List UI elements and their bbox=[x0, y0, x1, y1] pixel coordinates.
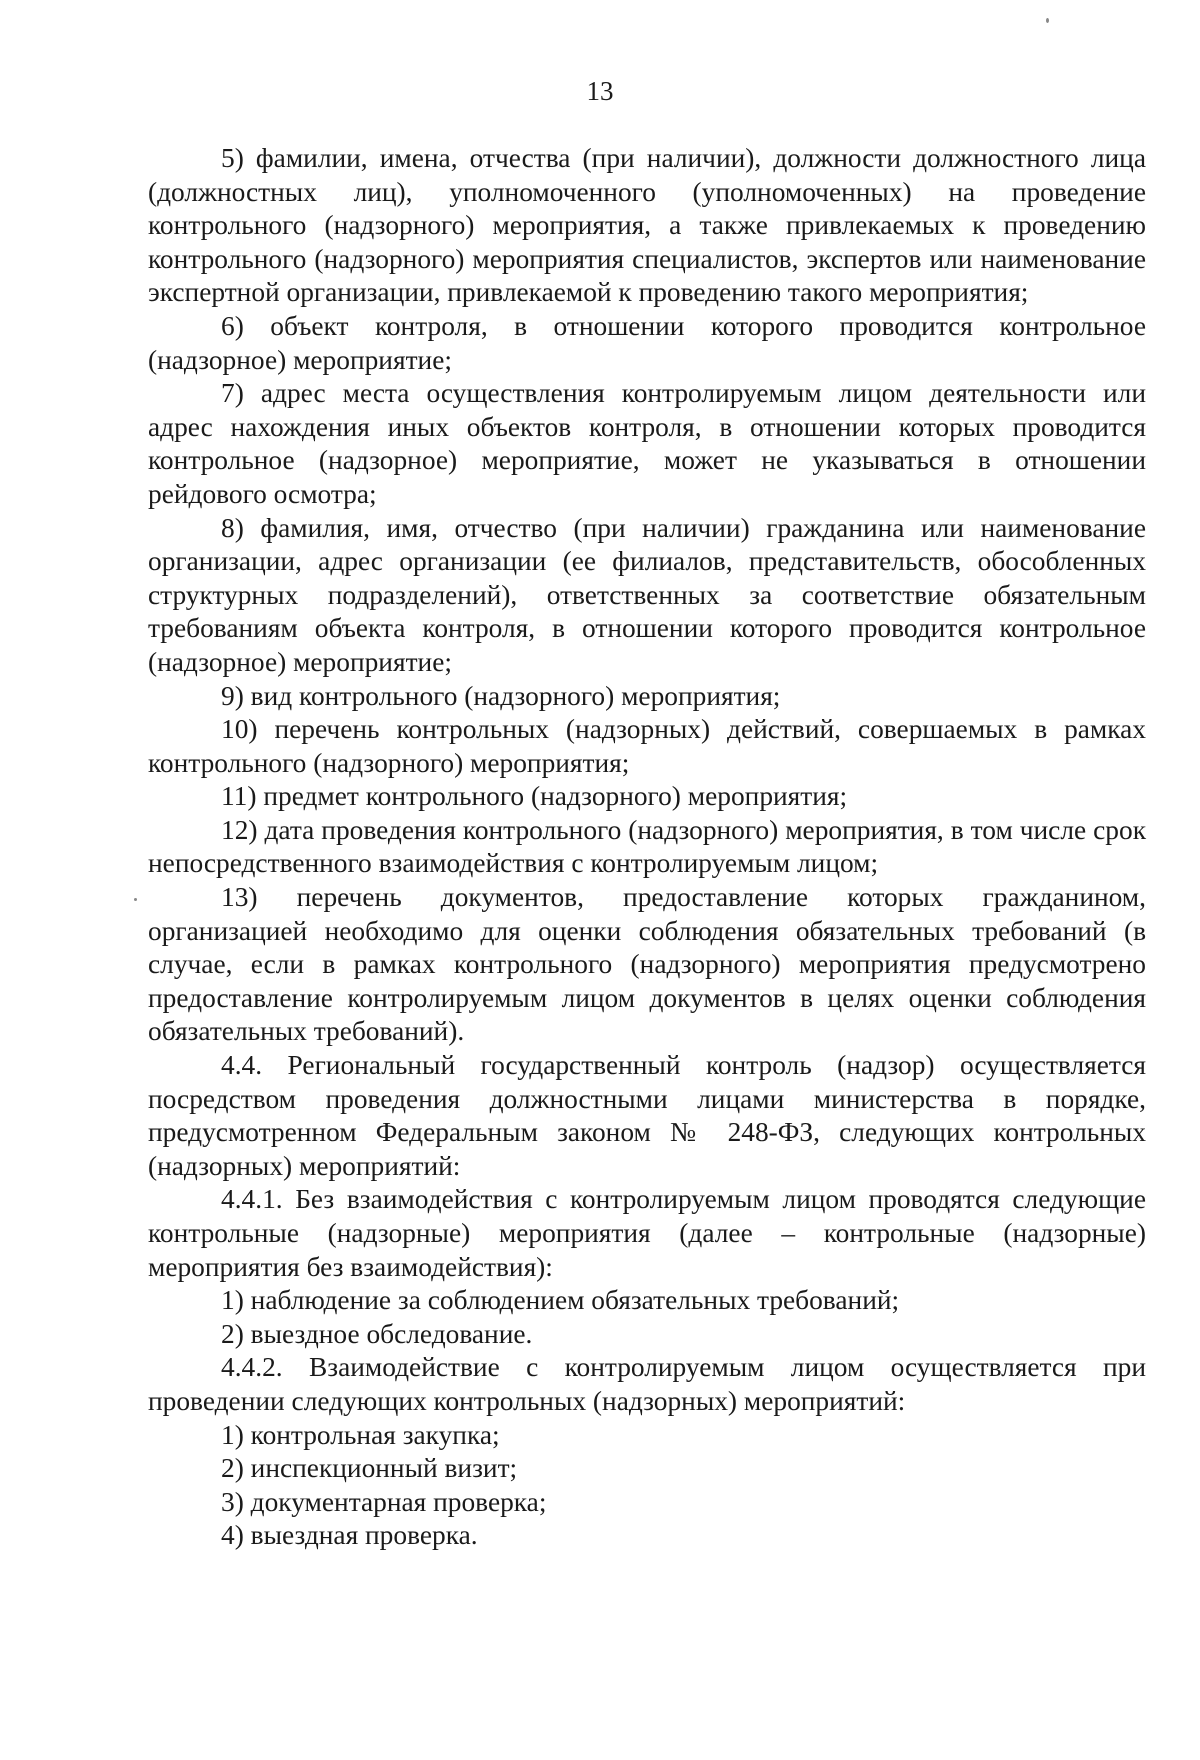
paragraph-item-7: 7) адрес места осуществления контролируемым лицом деятельности или адрес нахождения иных объектов контроля, в отношении которых проводится контрольное (надзорное) мероприятие, может не указываться в отношении рейдового осмотра; bbox=[148, 378, 1146, 509]
page-number: 13 bbox=[586, 76, 614, 106]
paragraph-item-11: 11) предмет контрольного (надзорного) мероприятия; bbox=[221, 781, 848, 812]
paragraph-section-4-4-2: 4.4.2. Взаимодействие с контролируемым лицом осуществляется при проведении следующих контрольных (надзорных) мероприятий: bbox=[148, 1352, 1146, 1416]
paragraph-item-10: 10) перечень контрольных (надзорных) действий, совершаемых в рамках контрольного (надзорного) мероприятия; bbox=[148, 714, 1146, 778]
list-item-field-survey: 2) выездное обследование. bbox=[221, 1318, 533, 1349]
paragraph-item-9: 9) вид контрольного (надзорного) мероприятия; bbox=[221, 680, 781, 711]
list-item-field-check: 4) выездная проверка. bbox=[221, 1520, 478, 1551]
paragraph-item-5: 5) фамилии, имена, отчества (при наличии), должности должностного лица (должностных лиц), уполномоченного (уполномоченных) на проведение контрольного (надзорного) мероприятия, а также привлекаемых к проведению контрольного (надзорного) мероприятия специалистов, экспертов или наименование экспертной организации, привлекаемой к проведению такого мероприятия; bbox=[148, 143, 1146, 308]
paragraph-section-4-4-1: 4.4.1. Без взаимодействия с контролируемым лицом проводятся следующие контрольные (надзорные) мероприятия (далее – контрольные (надзорные) мероприятия без взаимодействия): bbox=[148, 1184, 1146, 1282]
list-item-documentary-check: 3) документарная проверка; bbox=[221, 1486, 547, 1517]
paragraph-item-13: 13) перечень документов, предоставление которых гражданином, организацией необходимо для оценки соблюдения обязательных требований (в случае, если в рамках контрольного (надзорного) мероприятия предусмотрено предоставление контролируемым лицом документов в целях оценки соблюдения обязательных требований). bbox=[148, 882, 1146, 1047]
paragraph-item-8: 8) фамилия, имя, отчество (при наличии) гражданина или наименование организации, адрес организации (ее филиалов, представительств, обособленных структурных подразделений), ответственных за соответствие обязательным требованиям объекта контроля, в отношении которого проводится контрольное (надзорное) мероприятие; bbox=[148, 512, 1146, 677]
paragraph-item-6: 6) объект контроля, в отношении которого проводится контрольное (надзорное) мероприятие; bbox=[148, 310, 1146, 375]
scan-speck bbox=[134, 898, 137, 901]
list-item-control-purchase: 1) контрольная закупка; bbox=[221, 1419, 500, 1450]
scan-speck bbox=[1046, 18, 1049, 23]
list-item-observation: 1) наблюдение за соблюдением обязательных требований; bbox=[221, 1285, 900, 1316]
paragraph-item-12: 12) дата проведения контрольного (надзорного) мероприятия, в том числе срок непосредственного взаимодействия с контролируемым лицом; bbox=[148, 814, 1146, 879]
list-item-inspection-visit: 2) инспекционный визит; bbox=[221, 1453, 518, 1484]
paragraph-section-4-4: 4.4. Региональный государственный контроль (надзор) осуществляется посредством проведения должностными лицами министерства в порядке, предусмотренном Федеральным законом № 248-ФЗ, следующих контрольных (надзорных) мероприятий: bbox=[148, 1050, 1146, 1181]
document-body bbox=[148, 142, 1146, 1553]
